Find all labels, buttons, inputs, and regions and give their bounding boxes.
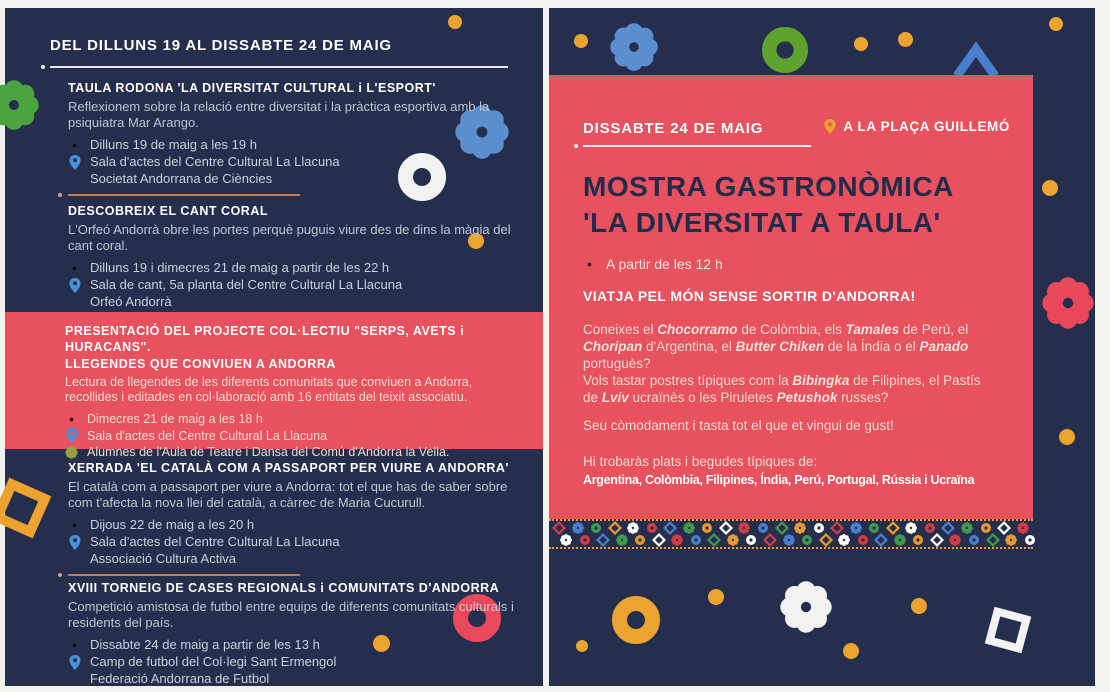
event-organizer [68,171,525,188]
title-line1: MOSTRA GASTRONÒMICA [583,171,954,202]
band-ring-icon [868,522,880,534]
event-organizer [68,671,525,688]
event-details [65,411,513,461]
band-row [553,522,1029,534]
event-where-text: Sala d'actes del Centre Cultural La Llacuna [87,428,328,443]
band-ring-icon [701,522,713,534]
event-cant-coral [68,203,525,310]
event-where-text: Sala d'actes del Centre Cultural La Llacuna [90,153,340,169]
event-title: TAULA RODONA 'LA DIVERSITAT CULTURAL i L'ESPORT' [68,81,436,95]
dot-icon [1049,17,1063,36]
band-ring-icon [857,534,869,546]
square-icon [984,606,1032,659]
section-divider [68,194,300,196]
event-description: L'Orfeó Andorrà obre les portes perquè puguis viure des de dins la màgia del cant coral. [68,222,511,254]
time-icon [583,258,596,271]
event-main-title [583,169,954,242]
band-ring-icon [579,534,591,546]
flower-icon [610,23,658,76]
decorative-pattern-band [549,519,1033,549]
band-ring-icon [634,534,646,546]
map-pin-icon [68,655,81,670]
band-diamond-icon [720,522,732,534]
event-when [68,260,525,277]
band-flower-icon [905,522,917,534]
event-organizer [68,551,525,568]
square-icon [0,480,49,541]
band-diamond-icon [664,522,676,534]
event-details [68,637,525,688]
event-details [68,137,525,188]
right-page [549,8,1095,686]
event-when [68,637,525,654]
event-when-text: Dilluns 19 de maig a les 19 h [90,136,257,152]
map-pin-icon [65,428,78,443]
band-flower-icon [627,522,639,534]
band-diamond-icon [708,534,720,546]
band-flower-icon [616,534,628,546]
gastronomy-card [549,75,1033,519]
band-ring-icon [757,522,769,534]
date-underline [583,145,811,147]
dot-icon [576,639,588,657]
event-torneig-futbol [68,580,525,687]
map-pin-icon [823,119,836,134]
band-diamond-icon [998,522,1010,534]
dot-icon [574,34,588,53]
event-when [65,411,513,428]
left-page [5,8,543,686]
dot-icon [843,643,859,664]
event-details [68,517,525,568]
band-flower-icon [1005,534,1017,546]
event-date-header: DISSABTE 24 DE MAIG [583,120,764,137]
country-list-names: Argentina, Colòmbia, Filipines, Índia, Perú, Portugal, Rússia i Ucraïna [583,472,975,487]
event-taula-rodona [68,80,525,187]
event-description: Lectura de llegendes de les diferents comunitats que conviuen a Andorra, recollides i editades en col·laboració amb 16 entitats del teixit associatiu. [65,374,473,405]
map-pin-icon [68,535,81,550]
event-location-text: A LA PLAÇA GUILLEMÓ [843,119,1010,134]
band-diamond-icon [653,534,665,546]
band-ring-icon [745,534,757,546]
event-organizer-text: Orfeó Andorrà [90,293,172,309]
time-icon [65,413,78,426]
band-diamond-icon [987,534,999,546]
highlighted-event-card [5,312,543,459]
event-organizer-text: Associació Cultura Activa [90,550,236,566]
event-title: DESCOBREIX EL CANT CORAL [68,204,268,218]
event-when-text: Dijous 22 de maig a les 20 h [90,516,255,532]
date-range-header: DEL DILLUNS 19 AL DISSABTE 24 DE MAIG [50,37,392,54]
diamond-icon [68,552,81,565]
band-row [560,534,1036,546]
band-flower-icon [894,534,906,546]
event-when-text: Dissabte 24 de maig a partir de les 13 h [90,636,320,652]
event-title: XERRADA 'EL CATALÀ COM A PASSAPORT PER VIURE A ANDORRA' [68,461,509,475]
event-title-line2: LLEGENDES QUE CONVIUEN A ANDORRA [65,356,336,371]
event-title-line1: PRESENTACIÓ DEL PROJECTE COL·LECTIU "SERPS, AVETS i HURACANS". [65,324,465,355]
band-diamond-icon [597,534,609,546]
event-where [68,154,525,171]
flower-icon [780,581,832,638]
event-when [68,137,525,154]
band-flower-icon [949,534,961,546]
event-location [823,119,1010,134]
band-ring-icon [813,522,825,534]
band-flower-icon [671,534,683,546]
event-where [68,277,525,294]
event-description: Competició amistosa de futbol entre equips de diferents comunitats culturals i residents del país. [68,599,514,631]
flower-icon [1042,277,1094,334]
map-pin-icon [68,278,81,293]
diamond-icon [68,295,81,308]
band-diamond-icon [831,522,843,534]
event-when [68,517,525,534]
event-time-text: A partir de les 12 h [606,256,723,272]
dot-icon [708,589,724,610]
diamond-icon [68,172,81,185]
event-title [65,323,513,372]
time-icon [68,639,81,652]
event-description: El català com a passaport per viure a Andorra: tot el que has de saber sobre com t'afecta la nova llei del català, a càrrec de Maria Cucurull. [68,479,508,511]
dot-icon [1042,180,1058,201]
event-details [68,260,525,311]
band-ring-icon [690,534,702,546]
event-title: XVIII TORNEIG DE CASES REGIONALS i COMUNITATS D'ANDORRA [68,581,500,595]
band-diamond-icon [887,522,899,534]
event-body-text: Coneixes el Chocorramo de Colòmbia, els Tamales de Perú, el Choripan d'Argentina, el Butter Chiken de la Índia o el Panado portuguès? Vols tastar postres típiques com la Bibingka de Filipines, el Pastís de Lviv ucraïnès o les Piruletes Petushok russes? [583,322,981,405]
band-diamond-icon [609,522,621,534]
event-organizer-text: Federació Andorrana de Futbol [90,670,270,686]
band-ring-icon [980,522,992,534]
band-flower-icon [838,534,850,546]
band-flower-icon [727,534,739,546]
band-flower-icon [1017,522,1029,534]
band-ring-icon [801,534,813,546]
event-where-text: Sala d'actes del Centre Cultural La Llacuna [90,533,340,549]
country-list [583,453,974,489]
dot-icon [898,32,913,52]
ring-icon [761,26,809,79]
event-where [68,654,525,671]
band-ring-icon [912,534,924,546]
dot-icon [448,15,462,34]
band-flower-icon [738,522,750,534]
event-organizer-text: Societat Andorrana de Ciències [90,170,273,186]
event-organizer [65,444,513,461]
event-tagline: VIATJA PEL MÓN SENSE SORTIR D'ANDORRA! [583,288,916,304]
map-pin-icon [68,155,81,170]
event-where-text: Camp de futbol del Col·legi Sant Ermengol [90,653,337,669]
event-organizer [68,294,525,311]
band-diamond-icon [875,534,887,546]
event-where [68,534,525,551]
band-flower-icon [572,522,584,534]
event-xerrada-catala [68,460,525,567]
event-llegendes [65,323,513,461]
band-diamond-icon [553,522,565,534]
country-list-intro: Hi trobaràs plats i begudes típiques de: [583,454,818,469]
header-underline [50,66,508,68]
band-ring-icon [590,522,602,534]
dot-icon [1059,429,1075,450]
event-where [65,428,513,445]
band-diamond-icon [942,522,954,534]
event-when-text: Dimecres 21 de maig a les 18 h [87,412,263,426]
band-diamond-icon [776,522,788,534]
band-flower-icon [783,534,795,546]
dot-icon [854,37,868,56]
event-organizer-text: Alumnes de l'Aula de Teatre i Dansa del Comú d'Andorra la Vella. [87,445,450,459]
band-diamond-icon [931,534,943,546]
event-description: Reflexionem sobre la relació entre diversitat i la pràctica esportiva amb la psiquiatra Mar Arango. [68,99,490,131]
band-diamond-icon [764,534,776,546]
diamond-icon [68,672,81,685]
band-flower-icon [850,522,862,534]
ring-icon [611,595,661,650]
event-time [583,256,723,272]
event-where-text: Sala de cant, 5a planta del Centre Cultural La Llacuna [90,276,403,292]
time-icon [68,139,81,152]
band-ring-icon [968,534,980,546]
event-invite-text: Seu còmodament i tasta tot el que et vingui de gust! [583,418,894,433]
band-ring-icon [646,522,658,534]
section-divider [68,574,300,576]
title-line2: 'LA DIVERSITAT A TAULA' [583,207,941,239]
time-icon [68,519,81,532]
band-ring-icon [924,522,936,534]
band-flower-icon [683,522,695,534]
band-diamond-icon [820,534,832,546]
event-when-text: Dilluns 19 i dimecres 21 de maig a partir de les 22 h [90,259,390,275]
band-flower-icon [560,534,572,546]
dot-icon [911,598,927,619]
flower-icon [0,80,39,135]
band-ring-icon [1024,534,1036,546]
band-flower-icon [961,522,973,534]
flower-icon [65,446,78,459]
time-icon [68,262,81,275]
band-flower-icon [794,522,806,534]
